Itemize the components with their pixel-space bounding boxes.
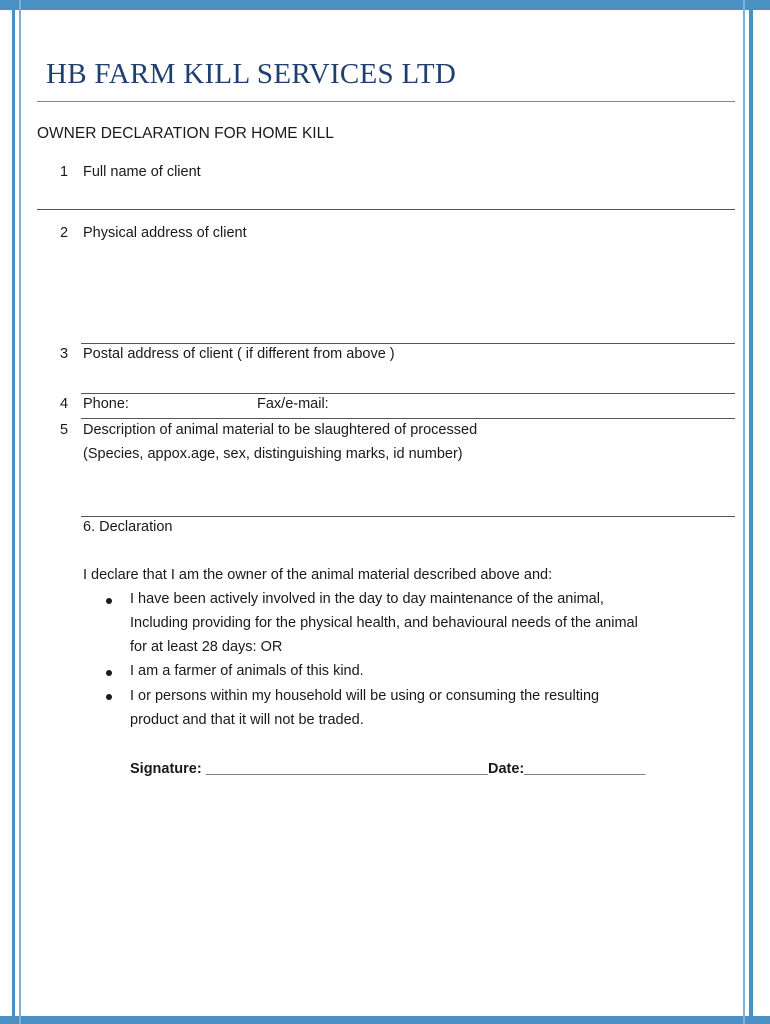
declaration-heading: 6. Declaration xyxy=(83,519,173,535)
page-border-right xyxy=(749,0,753,1024)
bullet-icon xyxy=(106,670,112,676)
signature-date-line[interactable]: Signature: ___________________________________Date:_______________ xyxy=(130,761,646,777)
title-rule xyxy=(37,101,735,102)
declaration-bullet-line: product and that it will not be traded. xyxy=(130,712,364,728)
field-number: 2 xyxy=(60,225,69,241)
page-border-left-inner xyxy=(19,0,21,1024)
full-name-input-line[interactable] xyxy=(37,209,735,210)
bullet-icon xyxy=(106,694,112,700)
physical-address-label: Physical address of client xyxy=(83,225,247,241)
declaration-intro: I declare that I am the owner of the animal material described above and: xyxy=(83,567,553,583)
declaration-bullet-line: I have been actively involved in the day to day maintenance of the animal, xyxy=(130,591,604,607)
animal-description-sublabel: (Species, appox.age, sex, distinguishing marks, id number) xyxy=(83,446,463,462)
form-title: OWNER DECLARATION FOR HOME KILL xyxy=(37,125,334,142)
page-border-bottom xyxy=(0,1016,770,1024)
company-name: HB FARM KILL SERVICES LTD xyxy=(46,58,457,90)
page-border-top xyxy=(0,0,770,10)
declaration-bullet-line: I or persons within my household will be using or consuming the resulting xyxy=(130,688,600,704)
field-number: 1 xyxy=(60,164,69,180)
page-border-right-inner xyxy=(743,0,745,1024)
animal-description-input-line[interactable] xyxy=(81,516,735,517)
postal-address-label: Postal address of client ( if different from above ) xyxy=(83,346,395,362)
fax-email-label: Fax/e-mail: xyxy=(257,396,329,412)
phone-fax-input-line[interactable] xyxy=(81,418,735,419)
declaration-bullet-line: I am a farmer of animals of this kind. xyxy=(130,663,364,679)
animal-description-label: Description of animal material to be slaughtered of processed xyxy=(83,422,478,438)
declaration-bullet-line: for at least 28 days: OR xyxy=(130,639,283,655)
phone-label: Phone: xyxy=(83,396,129,412)
page-border-left xyxy=(12,0,15,1024)
declaration-bullet-line: Including providing for the physical health, and behavioural needs of the animal xyxy=(130,615,638,631)
postal-address-input-line[interactable] xyxy=(81,393,735,394)
field-number: 5 xyxy=(60,422,69,438)
physical-address-input-line[interactable] xyxy=(81,343,735,344)
bullet-icon xyxy=(106,598,112,604)
full-name-label: Full name of client xyxy=(83,164,201,180)
field-number: 3 xyxy=(60,346,69,362)
field-number: 4 xyxy=(60,396,69,412)
